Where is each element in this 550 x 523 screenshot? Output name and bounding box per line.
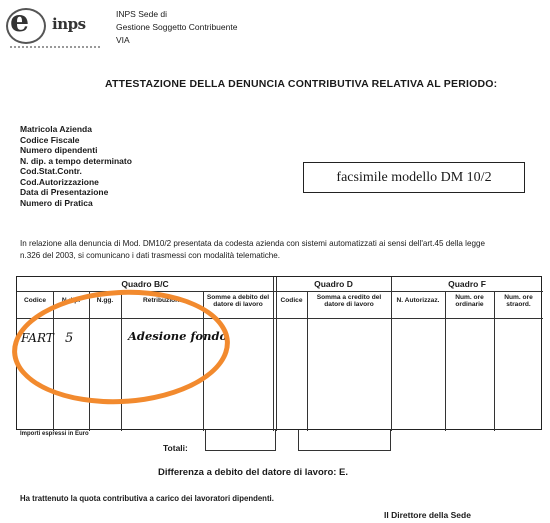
field-codice-fiscale: Codice Fiscale	[20, 134, 80, 145]
field-matricola: Matricola Azienda	[20, 124, 92, 134]
direttore-signature-label: Il Direttore della Sede	[384, 510, 471, 520]
trattenuto-line: Ha trattenuto la quota contributiva a carico dei lavoratori dipendenti.	[20, 494, 274, 503]
handwritten-ndip: 5	[65, 331, 74, 346]
field-cod-autorizzazione: Cod.Autorizzazione	[20, 176, 99, 187]
handwritten-retribuzioni: Adesione fondo	[128, 329, 228, 343]
field-dip-tempo-determinato: N. dip. a tempo determinato	[20, 155, 132, 166]
paragraph-line-2: n.326 del 2003, si comunicano i dati trasmessi con modalità telematiche.	[20, 250, 281, 260]
sede-line: INPS Sede di	[116, 9, 168, 19]
col-sep	[307, 291, 308, 431]
sede-header	[116, 8, 237, 47]
col-ndip: N.dip.	[61, 297, 81, 304]
logo-e-mark: e	[10, 4, 30, 39]
handwritten-codice: FART	[21, 331, 54, 345]
col-codice: Codice	[24, 297, 46, 304]
field-numero-dipendenti: Numero dipendenti	[20, 145, 98, 155]
col-ngg: N.gg.	[96, 297, 114, 304]
field-labels	[20, 124, 132, 208]
col-sep	[494, 291, 495, 431]
col-somme-debito: Somme a debito del datore di lavoro	[206, 294, 270, 308]
col-retribuzioni: Retribuzioni	[142, 297, 182, 304]
totale-debito-box	[205, 430, 276, 451]
col-autorizzaz: N. Autorizzaz.	[396, 297, 440, 304]
logo-underline	[10, 46, 100, 52]
field-data-presentazione: Data di Presentazione	[20, 187, 109, 197]
col-somma-credito: Somma a credito del datore di lavoro	[316, 294, 382, 308]
col-ore-straord: Num. ore straord.	[504, 294, 533, 308]
facsimile-box: facsimile modello DM 10/2	[303, 162, 525, 193]
totali-label: Totali:	[163, 443, 188, 453]
col-sep	[445, 291, 446, 431]
field-numero-pratica: Numero di Pratica	[20, 197, 93, 208]
document-title: ATTESTAZIONE DELLA DENUNCIA CONTRIBUTIVA RELATIVA AL PERIODO:	[105, 78, 498, 90]
logo-text: inps	[52, 15, 86, 33]
group-quadro-f: Quadro F	[448, 279, 486, 289]
totale-credito-box	[298, 430, 391, 451]
col-codice-d: Codice	[280, 297, 303, 304]
importi-note: Importi espressi in Euro	[20, 431, 89, 437]
divider-bc-d-left	[273, 277, 274, 431]
group-quadro-bc: Quadro B/C	[121, 279, 169, 289]
via-line: VIA	[116, 35, 130, 45]
inps-logo	[6, 6, 106, 56]
gestione-line: Gestione Soggetto Contribuente	[116, 22, 238, 32]
field-cod-stat-contr: Cod.Stat.Contr.	[20, 166, 82, 176]
intro-paragraph	[20, 238, 540, 261]
col-ore-ordinarie: Num. ore ordinarie	[455, 294, 484, 308]
paragraph-line-1: In relazione alla denuncia di Mod. DM10/2 presentata da codesta azienda con sistemi automatizzati ai sensi dell'art.45 della legge	[20, 239, 485, 248]
differenza-line: Differenza a debito del datore di lavoro: E.	[158, 467, 349, 478]
group-quadro-d: Quadro D	[314, 279, 353, 289]
